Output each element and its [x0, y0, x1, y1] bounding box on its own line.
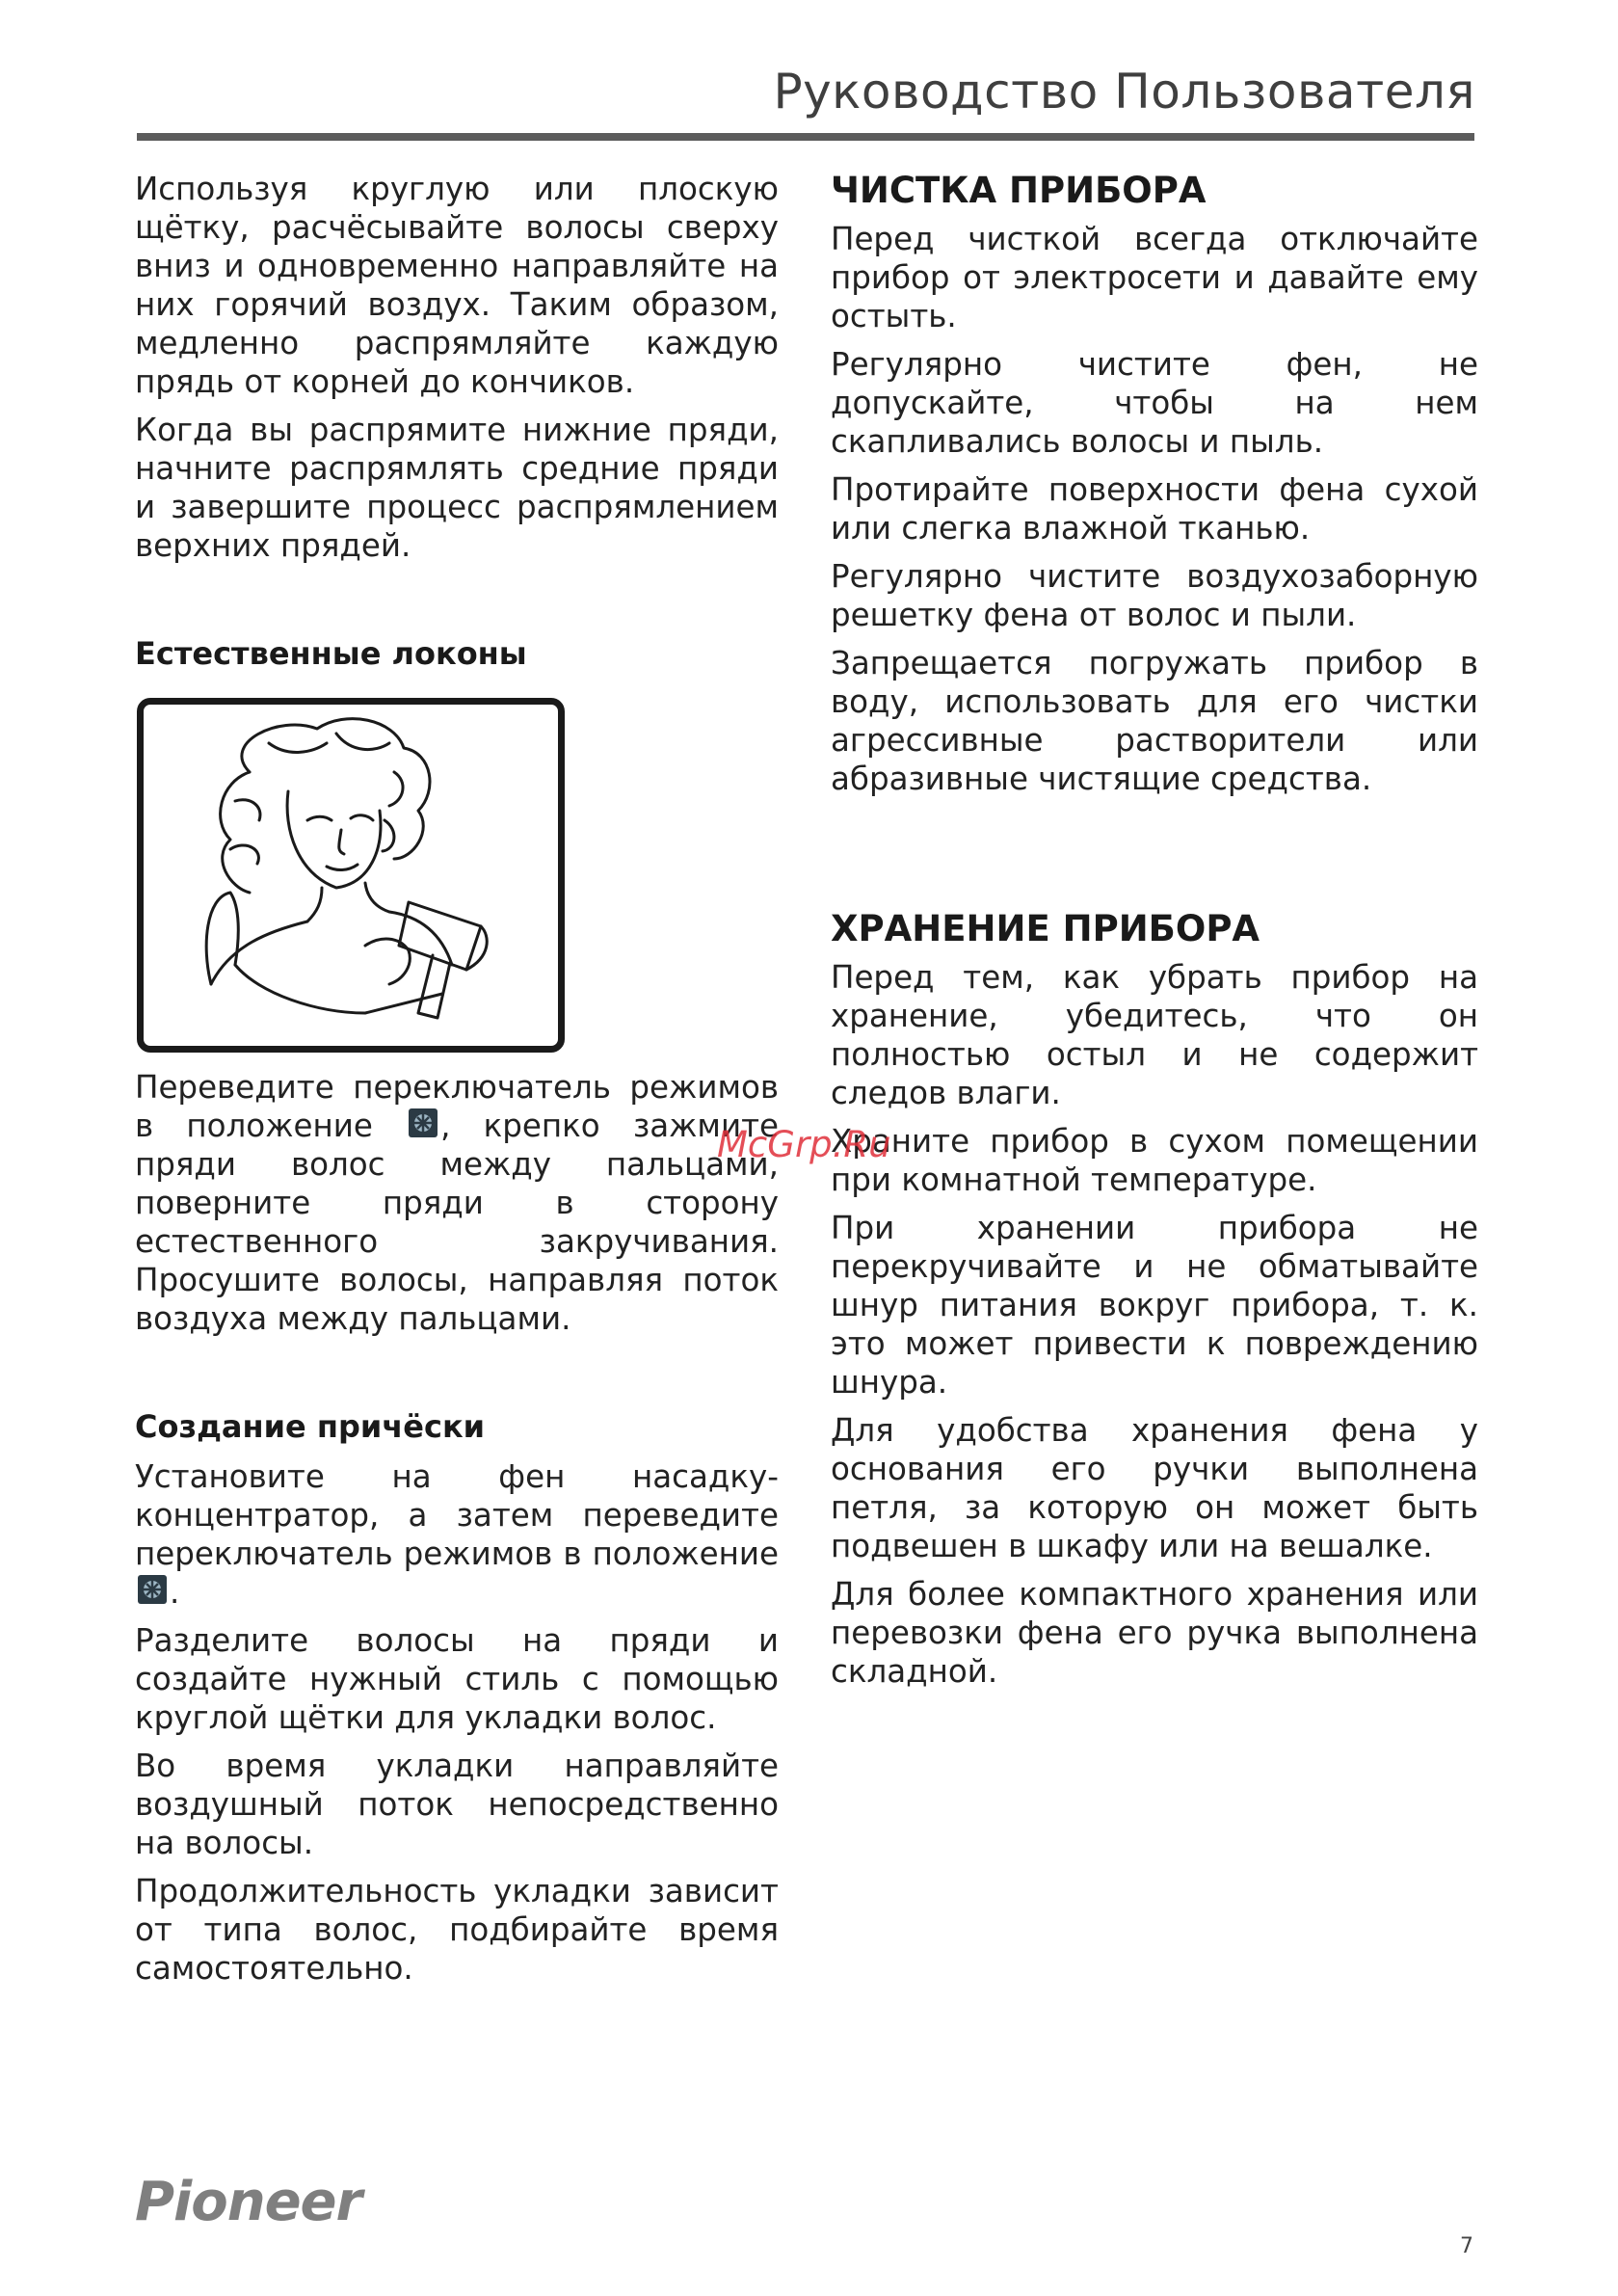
- header-rule: [137, 133, 1474, 141]
- cool-air-mode-icon: [408, 1108, 438, 1138]
- curls-text-after-icon: , крепко зажмите пряди волос между пальцами, поверните пряди в сторону естественного закручивания. Просушите волосы, направляя поток воздуха между пальцами.: [135, 1108, 779, 1337]
- cleaning-paragraph-4: Регулярно чистите воздухозаборную решетку фена от волос и пыли.: [831, 558, 1478, 633]
- cool-air-mode-icon: [137, 1574, 168, 1605]
- storage-heading: ХРАНЕНИЕ ПРИБОРА: [831, 908, 1260, 949]
- storage-paragraph-1: Перед тем, как убрать прибор на хранение, убедитесь, что он полностью остыл и не содержит следов влаги.: [831, 959, 1478, 1111]
- watermark: McGrp.Ru: [717, 1124, 891, 1165]
- curls-heading: Естественные локоны: [135, 635, 527, 672]
- styling-paragraph-2: Во время укладки направляйте воздушный поток непосредственно на волосы.: [135, 1748, 779, 1861]
- cleaning-paragraph-3: Протирайте поверхности фена сухой или слегка влажной тканью.: [831, 471, 1478, 547]
- page-number: 7: [1460, 2234, 1473, 2258]
- storage-paragraph-2: Храните прибор в сухом помещении при комнатной температуре.: [831, 1123, 1478, 1198]
- styling-text-after-icon: .: [170, 1574, 180, 1611]
- left-column: [135, 170, 779, 1997]
- brand-logo: Pioneer: [135, 2171, 362, 2233]
- styling-intro-paragraph: [135, 1457, 779, 1612]
- intro-paragraph-1: Используя круглую или плоскую щётку, расчёсывайте волосы сверху вниз и одновременно направляйте на них горячий воздух. Таким образом, медленно распрямляйте каждую прядь от корней до кончиков.: [135, 171, 779, 400]
- curls-text-before-icon: Переведите переключатель режимов в положение: [135, 1069, 779, 1144]
- woman-hairdryer-drawing: [144, 705, 558, 1046]
- storage-paragraph-5: Для более компактного хранения или перевозки фена его ручка выполнена складной.: [831, 1576, 1478, 1690]
- cleaning-heading: ЧИСТКА ПРИБОРА: [831, 170, 1207, 211]
- right-column: [831, 170, 1478, 1700]
- cleaning-paragraph-1: Перед чисткой всегда отключайте прибор от электросети и давайте ему остыть.: [831, 221, 1478, 334]
- cleaning-paragraph-2: Регулярно чистите фен, не допускайте, чтобы на нем скапливались волосы и пыль.: [831, 346, 1478, 460]
- illustration-woman-drying-hair: [137, 698, 565, 1053]
- storage-paragraph-4: Для удобства хранения фена у основания его ручки выполнена петля, за которую он может быть подвешен в шкафу или на вешалке.: [831, 1412, 1478, 1564]
- styling-paragraph-3: Продолжительность укладки зависит от типа волос, подбирайте время самостоятельно.: [135, 1873, 779, 1987]
- styling-text-before-icon: Установите на фен насадку-концентратор, а затем переведите переключатель режимов в положение: [135, 1458, 779, 1572]
- curls-paragraph: [135, 1068, 779, 1338]
- cleaning-paragraph-5: Запрещается погружать прибор в воду, использовать для его чистки агрессивные растворители или абразивные чистящие средства.: [831, 645, 1478, 797]
- styling-paragraph-1: Разделите волосы на пряди и создайте нужный стиль с помощью круглой щётки для укладки волос.: [135, 1622, 779, 1736]
- intro-paragraph-2: Когда вы распрямите нижние пряди, начните распрямлять средние пряди и завершите процесс распрямлением верхних прядей.: [135, 412, 779, 564]
- storage-paragraph-3: При хранении прибора не перекручивайте и не обматывайте шнур питания вокруг прибора, т. к. это может привести к повреждению шнура.: [831, 1210, 1478, 1401]
- page-header-title: Руководство Пользователя: [773, 64, 1475, 120]
- styling-heading: Создание причёски: [135, 1408, 486, 1445]
